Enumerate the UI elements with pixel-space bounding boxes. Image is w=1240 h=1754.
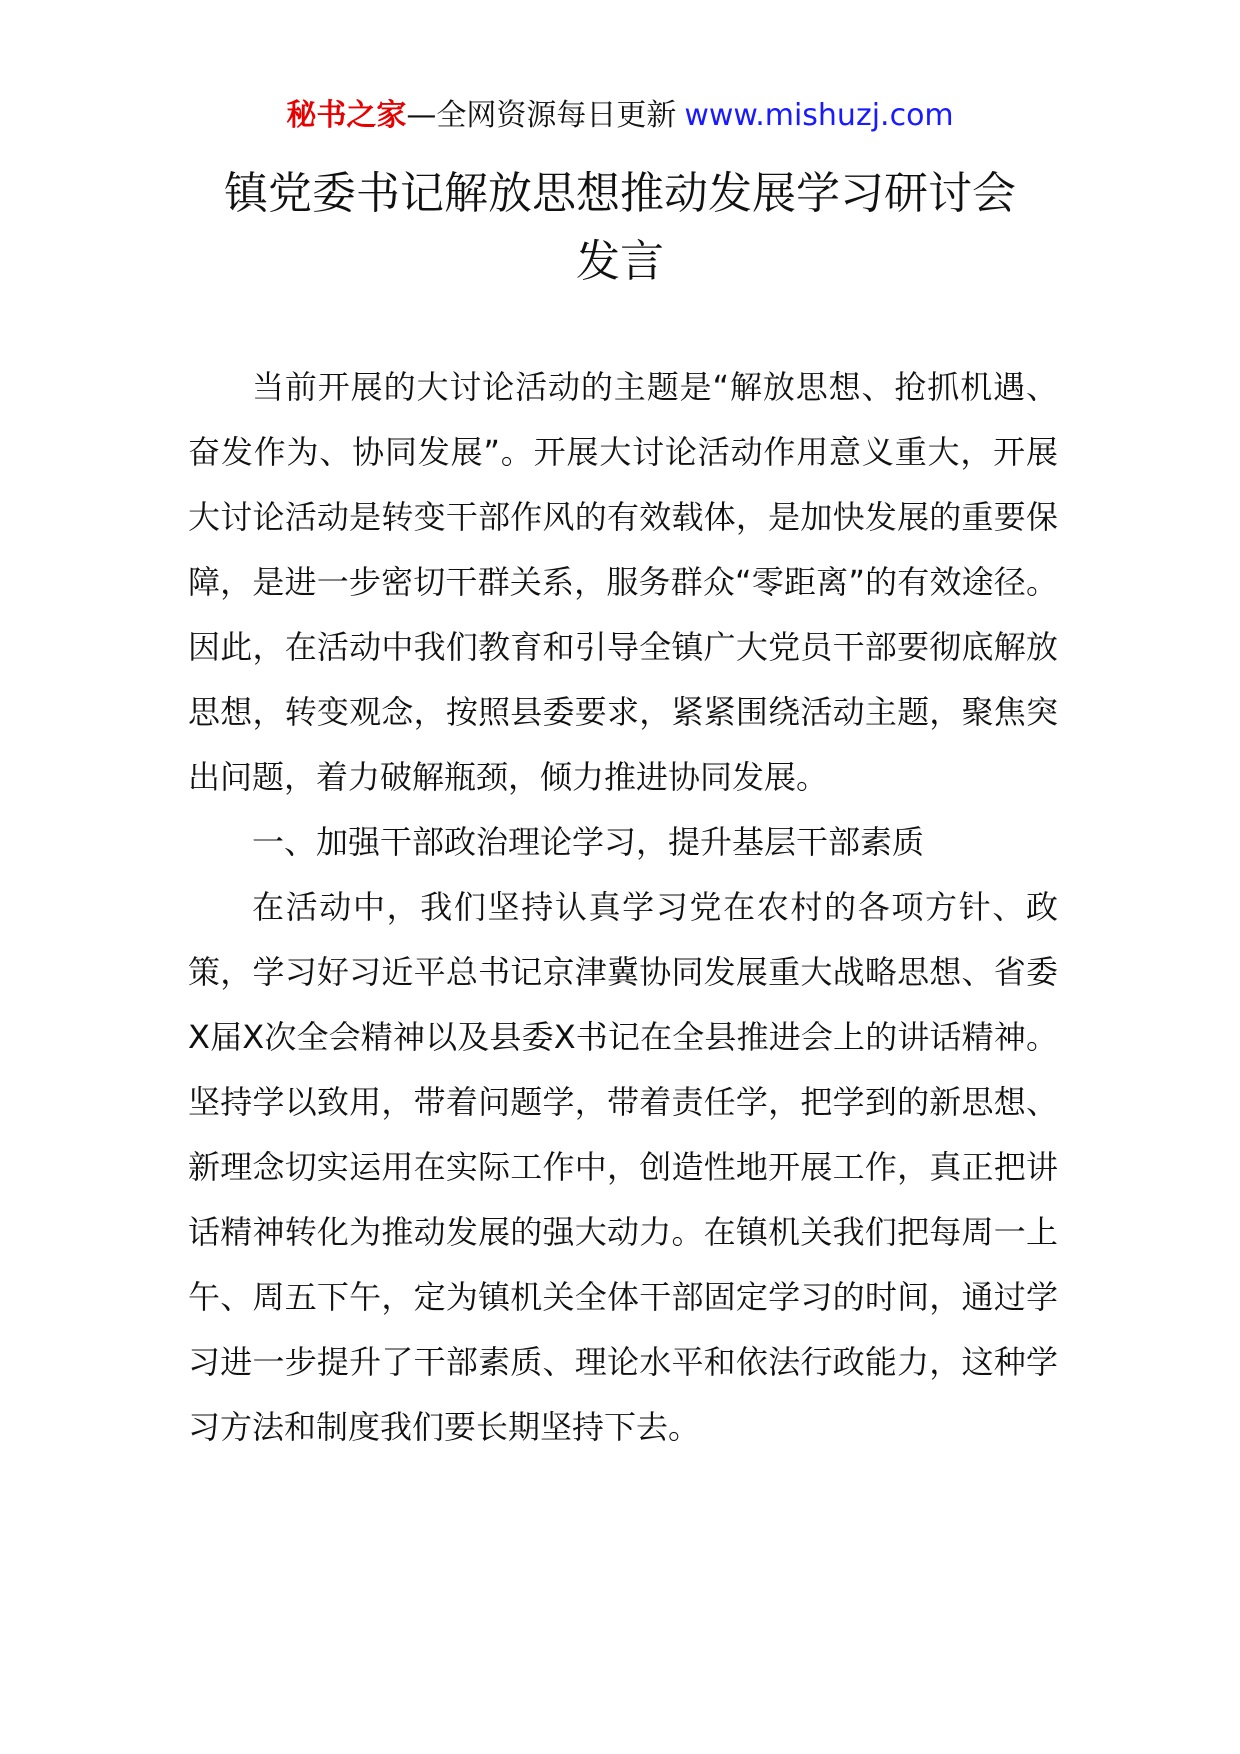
header-tagline: —全网资源每日更新 [406, 98, 677, 133]
section-1-paragraph: 在活动中，我们坚持认真学习党在农村的各项方针、政策，学习好习近平总书记京津冀协同发展重大战略思想、省委X届X次全会精神以及县委X书记在全县推进会上的讲话精神。坚持学以致用，带着问题学，带着责任学，把学到的新思想、新理念切实运用在实际工作中，创造性地开展工作，真正把讲话精神转化为推动发展的强大动力。在镇机关我们把每周一上午、周五下午，定为镇机关全体干部固定学习的时间，通过学习进一步提升了干部素质、理论水平和依法行政能力，这种学习方法和制度我们要长期坚持下去。 [188, 888, 1058, 1446]
intro-paragraph: 当前开展的大讨论活动的主题是“解放思想、抢抓机遇、奋发作为、协同发展”。开展大讨论活动作用意义重大，开展大讨论活动是转变干部作风的有效载体，是加快发展的重要保障，是进一步密切干群关系，服务群众“零距离”的有效途径。因此，在活动中我们教育和引导全镇广大党员干部要彻底解放思想，转变观念，按照县委要求，紧紧围绕活动主题，聚焦突出问题，着力破解瓶颈，倾力推进协同发展。 [188, 368, 1058, 796]
document-body [188, 355, 1058, 1460]
document-title-line-2: 发言 [576, 236, 664, 287]
document-title-line-1: 镇党委书记解放思想推动发展学习研讨会 [224, 168, 1016, 219]
brand-name: 秘书之家 [286, 98, 407, 133]
document-title [0, 160, 1240, 296]
site-header [0, 96, 1240, 136]
site-url-link[interactable]: www.mishuzj.com [684, 98, 954, 133]
section-1-heading: 一、加强干部政治理论学习，提升基层干部素质 [252, 823, 925, 861]
